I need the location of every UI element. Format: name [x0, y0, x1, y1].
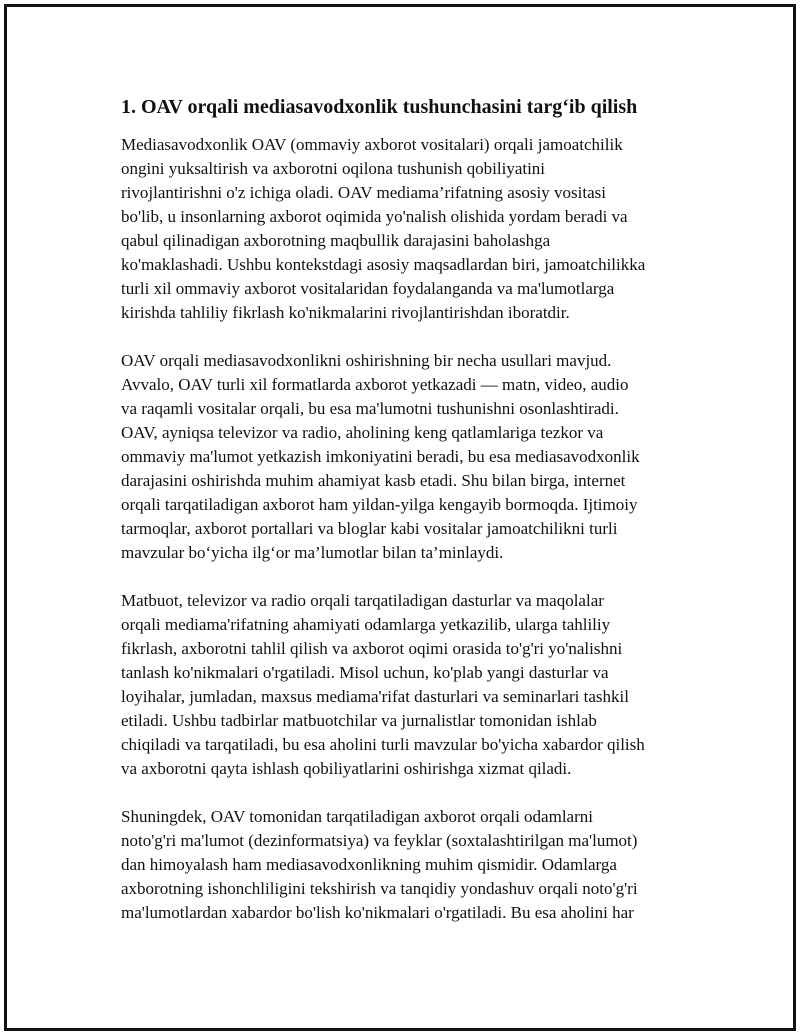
text-line: Mediasavodxonlik OAV (ommaviy axborot vositalari) orqali jamoatchilik — [121, 135, 623, 154]
text-line: etiladi. Ushbu tadbirlar matbuotchilar va jurnalistlar tomonidan ishlab — [121, 711, 597, 730]
text-line: va axborotni qayta ishlash qobiliyatlarini oshirishga xizmat qiladi. — [121, 759, 572, 778]
paragraph-1 — [121, 133, 701, 325]
text-line: axborotning ishonchliligini tekshirish va tanqidiy yondashuv orqali noto'g'ri — [121, 879, 638, 898]
paragraph-2 — [121, 349, 701, 565]
text-line: fikrlash, axborotni tahlil qilish va axborot oqimi orasida to'g'ri yo'nalishni — [121, 639, 623, 658]
text-line: orqali mediama'rifatning ahamiyati odamlarga yetkazilib, ularga tahliliy — [121, 615, 611, 634]
text-line: kirishda tahliliy fikrlash ko'nikmalarini rivojlantirishdan iboratdir. — [121, 303, 570, 322]
page-frame — [4, 4, 796, 1031]
text-line: loyihalar, jumladan, maxsus mediama'rifat dasturlari va seminarlari tashkil — [121, 687, 629, 706]
text-line: rivojlantirishni o'z ichiga oladi. OAV mediama’rifatning asosiy vositasi — [121, 183, 606, 202]
text-line: chiqiladi va tarqatiladi, bu esa aholini turli mavzular bo'yicha xabardor qilish — [121, 735, 645, 754]
text-line: ongini yuksaltirish va axborotni oqilona tushunish qobiliyatini — [121, 159, 546, 178]
text-line: OAV orqali mediasavodxonlikni oshirishning bir necha usullari mavjud. — [121, 351, 612, 370]
text-line: bo'lib, u insonlarning axborot oqimida yo'nalish olishida yordam beradi va — [121, 207, 628, 226]
paragraph-4 — [121, 805, 701, 925]
text-line: ommaviy ma'lumot yetkazish imkoniyatini beradi, bu esa mediasavodxonlik — [121, 447, 640, 466]
text-line: Matbuot, televizor va radio orqali tarqatiladigan dasturlar va maqolalar — [121, 591, 604, 610]
text-line: OAV, ayniqsa televizor va radio, aholining keng qatlamlariga tezkor va — [121, 423, 604, 442]
text-line: Avvalo, OAV turli xil formatlarda axborot yetkazadi — matn, video, audio — [121, 375, 629, 394]
text-line: dan himoyalash ham mediasavodxonlikning muhim qismidir. Odamlarga — [121, 855, 617, 874]
paragraph-3 — [121, 589, 701, 781]
text-line: ko'maklashadi. Ushbu kontekstdagi asosiy maqsadlardan biri, jamoatchilikka — [121, 255, 646, 274]
text-line: darajasini oshirishda muhim ahamiyat kasb etadi. Shu bilan birga, internet — [121, 471, 626, 490]
text-line: turli xil ommaviy axborot vositalaridan foydalanganda va ma'lumotlarga — [121, 279, 615, 298]
text-line: qabul qilinadigan axborotning maqbullik darajasini baholashga — [121, 231, 551, 250]
text-line: tanlash ko'nikmalari o'rgatiladi. Misol uchun, ko'plab yangi dasturlar va — [121, 663, 609, 682]
section-heading: 1. OAV orqali mediasavodxonlik tushunchasini targ‘ib qilish — [121, 96, 638, 118]
text-line: tarmoqlar, axborot portallari va bloglar kabi vositalar jamoatchilikni turli — [121, 519, 618, 538]
text-line: va raqamli vositalar orqali, bu esa ma'lumotni tushunishni osonlashtiradi. — [121, 399, 619, 418]
text-line: mavzular bo‘yicha ilg‘or ma’lumotlar bilan ta’minlaydi. — [121, 543, 504, 562]
text-line: noto'g'ri ma'lumot (dezinformatsiya) va feyklar (soxtalashtirilgan ma'lumot) — [121, 831, 638, 850]
document-body — [121, 93, 701, 949]
text-line: ma'lumotlardan xabardor bo'lish ko'nikmalari o'rgatiladi. Bu esa aholini har — [121, 903, 634, 922]
text-line: orqali tarqatiladigan axborot ham yildan-yilga kengayib bormoqda. Ijtimoiy — [121, 495, 638, 514]
text-line: Shuningdek, OAV tomonidan tarqatiladigan axborot orqali odamlarni — [121, 807, 593, 826]
